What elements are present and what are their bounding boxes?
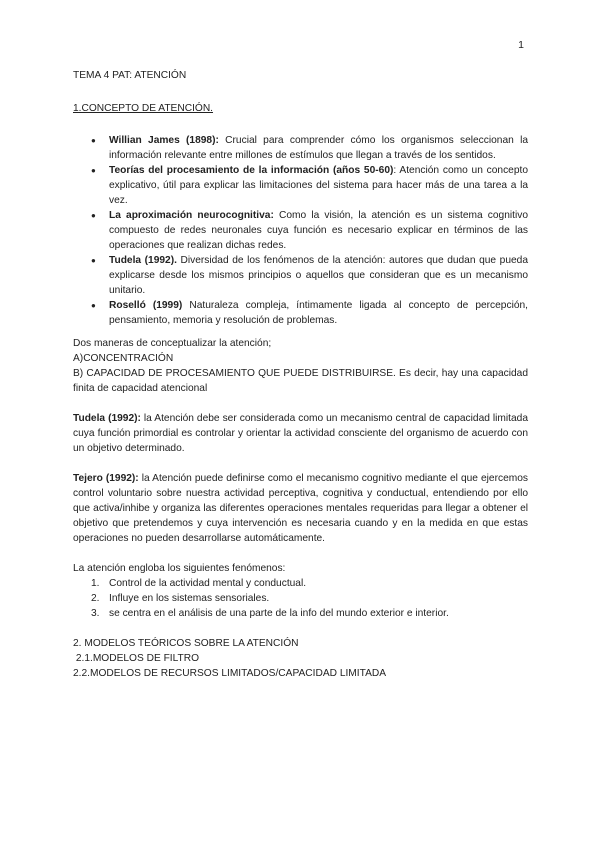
bullet-item [109, 253, 528, 298]
tejero-author: Tejero (1992): [73, 473, 139, 484]
bullet-author: Willian James (1898): [109, 135, 219, 146]
tejero-definition [73, 471, 528, 546]
bullet-item [109, 298, 528, 328]
section-2-1-heading: 2.1.MODELOS DE FILTRO [73, 653, 200, 664]
bullet-author: Roselló (1999) [109, 300, 183, 311]
phenomena-intro: La atención engloba los siguientes fenómenos: [73, 563, 286, 574]
phenomenon-item [91, 606, 528, 621]
bullet-text: Naturaleza compleja, íntimamente ligada al concepto de percepción, pensamiento, memoria y resolución de problemas. [109, 300, 528, 326]
ways-intro: Dos maneras de conceptualizar la atención; [73, 338, 272, 349]
concept-bullet-list [73, 133, 528, 328]
phenomenon-text: Control de la actividad mental y conductual. [109, 578, 307, 589]
tudela-author: Tudela (1992): [73, 413, 141, 424]
phenomenon-text: Influye en los sistemas sensoriales. [109, 593, 270, 604]
phenomenon-item [91, 576, 528, 591]
bullet-text: Como la visión, la atención es un sistema cognitivo compuesto de redes neuronales cuya función es necesario explicar en términos de las operaciones que realizan dichas redes. [109, 210, 528, 251]
phenomenon-number: 3. [91, 608, 100, 619]
phenomenon-text: se centra en el análisis de una parte de la info del mundo exterior e interior. [109, 608, 449, 619]
bullet-text: : Atención como un concepto explicativo, útil para explicar las limitaciones del sistema para hacer más de una tarea a la vez. [109, 165, 528, 206]
tudela-definition [73, 411, 528, 456]
section-1-heading: 1.CONCEPTO DE ATENCIÓN. [73, 103, 214, 114]
document-body [73, 68, 528, 681]
bullet-text: Diversidad de los fenómenos de la atención: autores que dudan que pueda explicarse desde los mismos principios o aquellos que consideran que es un mecanismo unitario. [109, 255, 529, 296]
phenomenon-item [91, 591, 528, 606]
bullet-item [109, 208, 528, 253]
section-2-heading: 2. MODELOS TEÓRICOS SOBRE LA ATENCIÓN [73, 638, 299, 649]
bullet-author: Tudela (1992). [109, 255, 177, 266]
way-a: A)CONCENTRACIÓN [73, 353, 174, 364]
bullet-item [109, 133, 528, 163]
bullet-author: La aproximación neurocognitiva: [109, 210, 274, 221]
phenomenon-number: 2. [91, 593, 100, 604]
document-title: TEMA 4 PAT: ATENCIÓN [73, 70, 187, 81]
phenomena-list [73, 576, 528, 621]
bullet-item [109, 163, 528, 208]
way-b: B) CAPACIDAD DE PROCESAMIENTO QUE PUEDE DISTRIBUIRSE. Es decir, hay una capacidad finita de capacidad atencional [73, 368, 528, 394]
section-2-2-heading: 2.2.MODELOS DE RECURSOS LIMITADOS/CAPACIDAD LIMITADA [73, 668, 387, 679]
bullet-author: Teorías del procesamiento de la información (años 50-60) [109, 165, 394, 176]
bullet-text: Crucial para comprender cómo los organismos seleccionan la información relevante entre millones de estímulos que llegan a través de los sentidos. [109, 135, 528, 161]
tejero-text: la Atención puede definirse como el mecanismo cognitivo mediante el que ejercemos control voluntario sobre nuestra actividad perceptiva, cognitiva y conductual, entendiendo por ello que activa/inhibe y organiza las diferentes operaciones mentales requeridas para llegar a obtener el objetivo que pretendemos y cuya intervención es necesaria cuando y en la medida en que estas operaciones no pueden desarrollarse automáticamente. [73, 473, 528, 544]
page-number: 1 [518, 39, 524, 51]
tudela-text: la Atención debe ser considerada como un mecanismo central de capacidad limitada cuya función primordial es controlar y orientar la actividad consciente del organismo de acuerdo con un objetivo determinado. [73, 413, 528, 454]
phenomenon-number: 1. [91, 578, 100, 589]
